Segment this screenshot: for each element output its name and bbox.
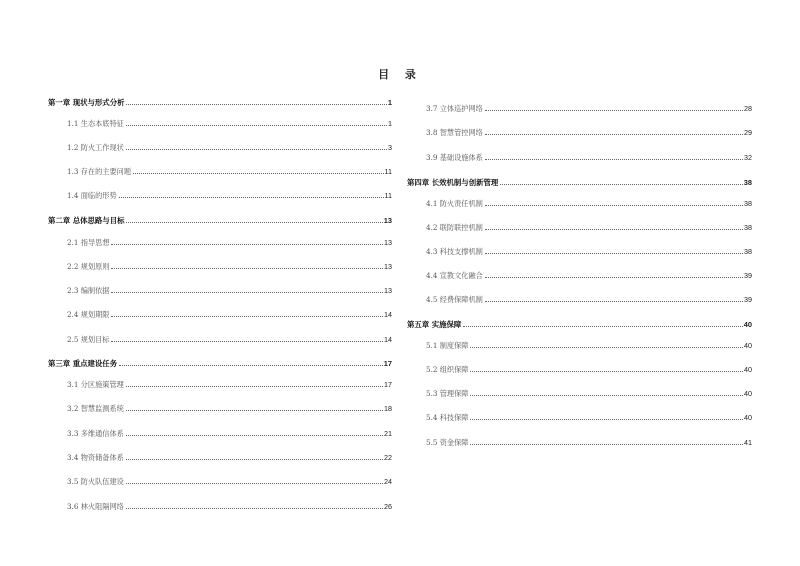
- dot-leader: [126, 103, 386, 105]
- toc-section-2-1[interactable]: [48, 235, 392, 247]
- toc-section-4-4[interactable]: [407, 268, 752, 280]
- toc-page-number: 40: [744, 341, 752, 350]
- toc-page-number: 14: [384, 335, 392, 344]
- toc-page-number: 11: [384, 191, 392, 200]
- dot-leader: [485, 300, 743, 302]
- toc-section-2-5[interactable]: [48, 332, 392, 344]
- dot-leader: [126, 458, 383, 460]
- toc-page-number: 13: [384, 286, 392, 295]
- toc-page-number: 40: [744, 413, 752, 422]
- toc-section-5-3[interactable]: [407, 386, 752, 398]
- dot-leader: [470, 346, 743, 348]
- toc-page-number: 1: [387, 98, 392, 107]
- dot-leader: [470, 443, 743, 445]
- toc-section-1-3[interactable]: [48, 164, 392, 176]
- dot-leader: [111, 291, 383, 293]
- toc-section-5-2[interactable]: [407, 362, 752, 374]
- dot-leader: [485, 252, 743, 254]
- toc-chapter-3[interactable]: [48, 356, 392, 368]
- dot-leader: [111, 243, 383, 245]
- toc-label: 第五章 实施保障: [407, 320, 462, 329]
- toc-page-number: 21: [384, 429, 392, 438]
- toc-section-4-1[interactable]: [407, 196, 752, 208]
- toc-page-number: 38: [744, 247, 752, 256]
- toc-label: 第三章 重点建设任务: [48, 359, 118, 368]
- toc-label: 1.4 面临的形势: [67, 191, 117, 200]
- dot-leader: [126, 221, 382, 223]
- toc-page-number: 29: [744, 128, 752, 137]
- toc-chapter-1[interactable]: [48, 95, 392, 107]
- toc-label: 1.1 生态本底特征: [67, 119, 124, 128]
- toc-page-number: 1: [388, 119, 392, 128]
- toc-label: 第四章 长效机制与创新管理: [407, 178, 499, 187]
- toc-label: 3.2 智慧监测系统: [67, 404, 124, 413]
- dot-leader: [463, 325, 742, 327]
- dot-leader: [111, 315, 383, 317]
- toc-section-3-3[interactable]: [48, 426, 392, 438]
- toc-page-number: 17: [384, 380, 392, 389]
- toc-section-2-2[interactable]: [48, 259, 392, 271]
- toc-page-number: 17: [383, 359, 392, 368]
- toc-section-5-4[interactable]: [407, 410, 752, 422]
- toc-section-3-4[interactable]: [48, 450, 392, 462]
- toc-label: 3.1 分区施策管理: [67, 380, 124, 389]
- toc-page-number: 14: [384, 310, 392, 319]
- toc-label: 3.5 防火队伍建设: [67, 477, 124, 486]
- toc-page-number: 13: [383, 216, 392, 225]
- toc-label: 1.3 存在的主要问题: [67, 167, 132, 176]
- toc-label: 5.4 科技保障: [426, 413, 469, 422]
- dot-leader: [126, 385, 383, 387]
- toc-page-number: 40: [744, 365, 752, 374]
- toc-page-number: 39: [744, 295, 752, 304]
- toc-label: 4.5 经费保障机制: [426, 295, 483, 304]
- toc-chapter-2[interactable]: [48, 213, 392, 225]
- toc-page-number: 28: [744, 104, 752, 113]
- dot-leader: [126, 482, 383, 484]
- toc-page-number: 13: [384, 238, 392, 247]
- toc-section-3-8[interactable]: [407, 125, 752, 137]
- toc-chapter-5[interactable]: [407, 317, 752, 329]
- toc-page-number: 22: [384, 453, 392, 462]
- toc-label: 第二章 总体思路与目标: [48, 216, 125, 225]
- toc-chapter-4[interactable]: [407, 175, 752, 187]
- toc-label: 5.5 资金保障: [426, 438, 469, 447]
- toc-label: 4.1 防火责任机制: [426, 199, 483, 208]
- toc-section-4-3[interactable]: [407, 244, 752, 256]
- dot-leader: [470, 418, 743, 420]
- dot-leader: [470, 370, 743, 372]
- toc-section-4-2[interactable]: [407, 220, 752, 232]
- toc-section-3-6[interactable]: [48, 499, 392, 511]
- toc-page-number: 38: [744, 223, 752, 232]
- dot-leader: [126, 148, 387, 150]
- toc-label: 4.3 科技支撑机制: [426, 247, 483, 256]
- toc-label: 2.4 规划期限: [67, 310, 110, 319]
- dot-leader: [485, 204, 743, 206]
- toc-section-2-4[interactable]: [48, 307, 392, 319]
- toc-page-number: 26: [384, 502, 392, 511]
- toc-page-number: 39: [744, 271, 752, 280]
- toc-label: 2.5 规划目标: [67, 335, 110, 344]
- toc-label: 5.2 组织保障: [426, 365, 469, 374]
- dot-leader: [126, 507, 383, 509]
- toc-label: 3.4 物资储备体系: [67, 453, 124, 462]
- toc-page-number: 13: [384, 262, 392, 271]
- dot-leader: [470, 394, 743, 396]
- dot-leader: [485, 276, 743, 278]
- toc-label: 2.1 指导思想: [67, 238, 110, 247]
- toc-label: 3.3 多维通信体系: [67, 429, 124, 438]
- toc-label: 3.6 林火阻隔网络: [67, 502, 124, 511]
- toc-page-number: 18: [384, 404, 392, 413]
- toc-page-number: 11: [384, 167, 392, 176]
- toc-page-number: 3: [388, 143, 392, 152]
- toc-page-number: 38: [743, 178, 752, 187]
- toc-label: 第一章 现状与形式分析: [48, 98, 125, 107]
- dot-leader: [485, 109, 743, 111]
- dot-leader: [500, 183, 743, 185]
- dot-leader: [111, 267, 383, 269]
- dot-leader: [485, 133, 743, 135]
- toc-label: 3.7 立体巡护网络: [426, 104, 483, 113]
- toc-label: 2.3 编制依据: [67, 286, 110, 295]
- toc-section-1-4[interactable]: [48, 188, 392, 200]
- toc-section-5-5[interactable]: [407, 435, 752, 447]
- dot-leader: [119, 196, 384, 198]
- toc-section-1-2[interactable]: [48, 140, 392, 152]
- dot-leader: [126, 409, 383, 411]
- toc-label: 1.2 防火工作现状: [67, 143, 124, 152]
- toc-section-1-1[interactable]: [48, 116, 392, 128]
- toc-page-number: 38: [744, 199, 752, 208]
- toc-label: 5.3 管理保障: [426, 389, 469, 398]
- dot-leader: [126, 124, 387, 126]
- toc-page-number: 41: [744, 438, 752, 447]
- toc-section-5-1[interactable]: [407, 338, 752, 350]
- toc-label: 2.2 规划原则: [67, 262, 110, 271]
- toc-section-3-5[interactable]: [48, 474, 392, 486]
- toc-section-3-1[interactable]: [48, 377, 392, 389]
- toc-page-number: 40: [743, 320, 752, 329]
- toc-section-3-2[interactable]: [48, 401, 392, 413]
- toc-label: 3.9 基础设施体系: [426, 153, 483, 162]
- toc-title: 目 录: [378, 68, 422, 81]
- dot-leader: [111, 340, 383, 342]
- toc-label: 5.1 制度保障: [426, 341, 469, 350]
- dot-leader: [126, 434, 383, 436]
- toc-page-number: 24: [384, 477, 392, 486]
- dot-leader: [119, 364, 383, 366]
- dot-leader: [133, 172, 384, 174]
- toc-label: 3.8 智慧管控网络: [426, 128, 483, 137]
- toc-section-4-5[interactable]: [407, 292, 752, 304]
- dot-leader: [485, 228, 743, 230]
- toc-page-number: 40: [744, 389, 752, 398]
- toc-label: 4.2 联防联控机制: [426, 223, 483, 232]
- toc-section-2-3[interactable]: [48, 283, 392, 295]
- dot-leader: [485, 158, 743, 160]
- toc-page-number: 32: [744, 153, 752, 162]
- toc-section-3-7[interactable]: [407, 101, 752, 113]
- toc-label: 4.4 宣教文化融合: [426, 271, 483, 280]
- toc-section-3-9[interactable]: [407, 150, 752, 162]
